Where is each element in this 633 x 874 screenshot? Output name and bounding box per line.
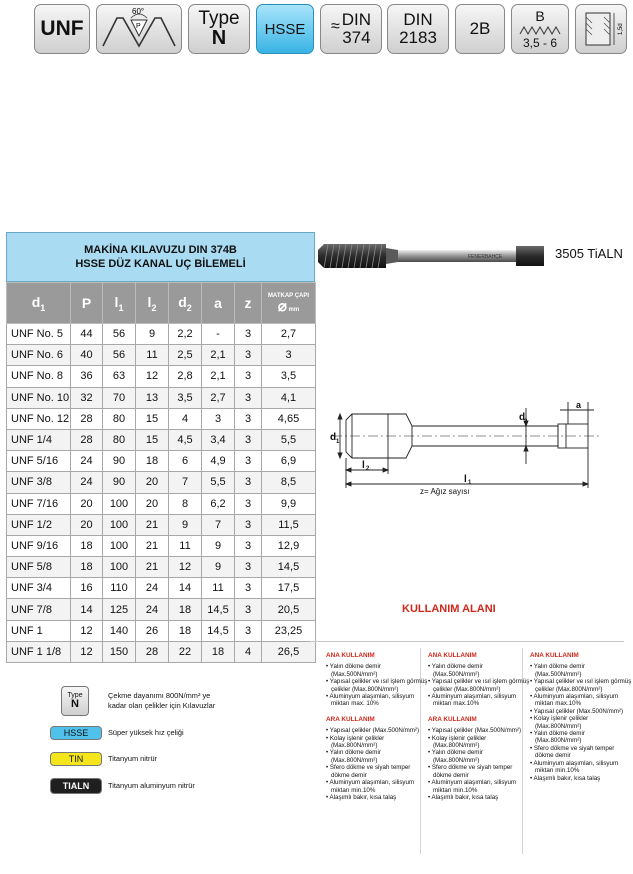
table-cell: 32 — [71, 387, 103, 408]
usage-item: • Yalın dökme demir (Max.800N/mm²) — [428, 749, 483, 764]
table-cell: 18 — [169, 599, 202, 620]
spec-rows — [7, 324, 316, 663]
table-cell: 4 — [169, 408, 202, 429]
table-cell: 90 — [103, 472, 136, 493]
table-cell: 3 — [235, 535, 262, 556]
table-cell: 4,65 — [262, 408, 316, 429]
table-cell: 22 — [169, 641, 202, 662]
usage-title: KULLANIM ALANI — [402, 603, 496, 615]
usage-item: • Sfero dökme ve siyah temper dökme demir — [530, 744, 615, 760]
col-header-l2: $l_2$ — [136, 283, 169, 324]
table-cell: 100 — [103, 557, 136, 578]
chamfer-thread-icon — [518, 24, 562, 36]
table-cell: 20 — [71, 493, 103, 514]
table-cell: 40 — [71, 345, 103, 366]
z-footnote: z= Ağız sayısı — [420, 487, 470, 496]
table-cell: 70 — [103, 387, 136, 408]
usage-item: • Alaşımlı bakır, kısa talaş — [530, 774, 601, 782]
legend-hsse-badge: HSSE — [50, 726, 102, 740]
table-cell: 100 — [103, 493, 136, 514]
table-cell: - — [202, 324, 235, 345]
usage-main-heading: ANA KULLANIM — [428, 652, 477, 659]
table-cell: 17,5 — [262, 578, 316, 599]
table-cell: 14 — [71, 599, 103, 620]
usage-item: • Aluminyum alaşımları, silisyum miktarı min.10% — [530, 759, 619, 775]
table-cell: 14,5 — [202, 599, 235, 620]
table-cell: 11 — [136, 345, 169, 366]
table-cell: 9 — [202, 557, 235, 578]
col-header-d2: $d_2$ — [169, 283, 202, 324]
usage-item: • Kolay işlenir çelikler (Max.800N/mm²) — [530, 715, 589, 730]
usage-item: • Alaşımlı bakır, kısa talaş — [428, 793, 499, 801]
legend-tialn-badge: TIALN — [50, 778, 102, 794]
svg-text:2: 2 — [366, 466, 370, 472]
table-cell: 8,5 — [262, 472, 316, 493]
table-row — [7, 599, 316, 620]
table-cell: 3 — [235, 387, 262, 408]
table-cell: 90 — [103, 451, 136, 472]
table-cell: UNF 1/2 — [7, 514, 71, 535]
table-cell: UNF No. 8 — [7, 366, 71, 387]
table-cell: 3,5 — [169, 387, 202, 408]
usage-column-3 — [530, 648, 632, 782]
table-cell: 21 — [136, 514, 169, 535]
table-cell: UNF No. 12 — [7, 408, 71, 429]
table-cell: 11 — [169, 535, 202, 556]
thread-profile-badge — [96, 4, 182, 54]
table-row — [7, 451, 316, 472]
table-cell: 7 — [202, 514, 235, 535]
table-cell: 150 — [103, 641, 136, 662]
legend-tin-text: Titanyum nitrür — [108, 754, 158, 763]
usage-column-1 — [326, 648, 428, 801]
table-cell: 36 — [71, 366, 103, 387]
hsse-badge: HSSE — [256, 4, 314, 54]
usage-sub-heading: ARA KULLANIM — [428, 715, 477, 723]
usage-item: • Aluminyum alaşımları, silisyum miktarı min.10% — [428, 779, 517, 794]
din2183-badge: DIN 2183 — [387, 4, 449, 54]
table-cell: 3 — [235, 345, 262, 366]
col-header-l1: $l_1$ — [103, 283, 136, 324]
table-row — [7, 345, 316, 366]
shank-marking: FENERBAHÇE — [468, 254, 503, 260]
usage-item: • Alaşımlı bakır, kısa talaş — [326, 793, 397, 801]
table-cell: 18 — [136, 451, 169, 472]
table-cell: 4 — [235, 641, 262, 662]
table-cell: 14,5 — [262, 557, 316, 578]
usage-item: • Yapısal çelikler (Max.500N/mm²) — [326, 727, 420, 735]
usage-item: • Aluminyum alaşımları, silisyum miktarı min.10% — [326, 779, 415, 794]
table-cell: 4,1 — [262, 387, 316, 408]
table-cell: UNF No. 6 — [7, 345, 71, 366]
svg-text:2: 2 — [524, 419, 528, 425]
tolerance-badge: 2B — [455, 4, 505, 54]
table-row — [7, 641, 316, 662]
table-cell: 100 — [103, 535, 136, 556]
thread-profile-icon — [99, 6, 179, 52]
table-cell: 11 — [202, 578, 235, 599]
table-cell: 4,9 — [202, 451, 235, 472]
table-cell: 3 — [235, 578, 262, 599]
table-cell: 28 — [71, 408, 103, 429]
table-cell: UNF 3/8 — [7, 472, 71, 493]
usage-main-heading: ANA KULLANIM — [530, 652, 579, 659]
usage-item: • Yalın dökme demir (Max.800N/mm²) — [326, 749, 381, 764]
table-cell: 3 — [235, 451, 262, 472]
table-row — [7, 324, 316, 345]
col-header-z: z — [235, 283, 262, 324]
legend-hsse-text: Süper yüksek hız çeliği — [108, 728, 184, 737]
table-cell: 56 — [103, 345, 136, 366]
table-cell: 24 — [71, 472, 103, 493]
table-cell: 2,2 — [169, 324, 202, 345]
table-cell: 125 — [103, 599, 136, 620]
table-row — [7, 429, 316, 450]
type-badge: Type N — [188, 4, 250, 54]
table-cell: 12,9 — [262, 535, 316, 556]
dim-l2: l — [362, 460, 365, 471]
table-cell: 20 — [136, 472, 169, 493]
coating-label: 3505 TiALN — [555, 246, 623, 261]
table-cell: 20,5 — [262, 599, 316, 620]
table-cell: 3,4 — [202, 429, 235, 450]
table-cell: 26,5 — [262, 641, 316, 662]
table-row — [7, 493, 316, 514]
table-cell: 14 — [169, 578, 202, 599]
usage-item: • Yapısal çelikler (Max.500N/mm²) — [428, 727, 522, 735]
spec-grid — [6, 282, 316, 663]
table-cell: 5,5 — [202, 472, 235, 493]
table-cell: 63 — [103, 366, 136, 387]
col-header-d1: $d_1$ — [7, 283, 71, 324]
table-cell: UNF 5/8 — [7, 557, 71, 578]
table-cell: UNF 9/16 — [7, 535, 71, 556]
table-cell: UNF 3/4 — [7, 578, 71, 599]
table-cell: 9 — [136, 324, 169, 345]
usage-item: • Kolay işlenir çelikler (Max.800N/mm²) — [428, 734, 487, 750]
table-cell: 80 — [103, 408, 136, 429]
col-header-drill-diameter: MATKAP ÇAPI ⌀ mm — [262, 283, 316, 324]
legend-type-badge: Type N — [61, 686, 89, 716]
usage-item: • Yapısal çelikler (Max.500N/mm²) — [530, 707, 624, 715]
thread-angle-label: 60° — [132, 7, 145, 16]
table-cell: 6,2 — [202, 493, 235, 514]
usage-item: • Yapısal çelikler ve ısıl işlem görmüş çelikler (Max.800N/mm²) — [428, 678, 530, 693]
table-cell: 18 — [169, 620, 202, 641]
table-row — [7, 620, 316, 641]
table-cell: UNF No. 5 — [7, 324, 71, 345]
table-cell: 18 — [71, 557, 103, 578]
table-cell: 3,5 — [262, 366, 316, 387]
table-row — [7, 387, 316, 408]
table-cell: 3 — [235, 620, 262, 641]
table-cell: 20 — [136, 493, 169, 514]
table-cell: UNF No. 10 — [7, 387, 71, 408]
svg-text:1: 1 — [468, 480, 472, 486]
table-cell: 9 — [169, 514, 202, 535]
table-title: MAKİNA KILAVUZU DIN 374B HSSE DÜZ KANAL UÇ BİLEMELİ — [6, 232, 315, 282]
table-cell: 14,5 — [202, 620, 235, 641]
length-label: 1,5d — [618, 23, 624, 35]
table-cell: 21 — [136, 557, 169, 578]
table-cell: 3 — [235, 429, 262, 450]
table-cell: 6,9 — [262, 451, 316, 472]
table-cell: 11,5 — [262, 514, 316, 535]
usage-item: • Yapısal çelikler ve ısıl işlem görmüş çelikler (Max.800N/mm²) — [326, 678, 428, 693]
diameter-icon: ⌀ — [277, 297, 287, 315]
legend-tin-badge: TIN — [50, 752, 102, 766]
table-cell: 7 — [169, 472, 202, 493]
dim-l1: l — [464, 474, 467, 485]
table-cell: 110 — [103, 578, 136, 599]
table-cell: 56 — [103, 324, 136, 345]
table-cell: 3 — [235, 514, 262, 535]
table-cell: 16 — [71, 578, 103, 599]
table-cell: UNF 1 — [7, 620, 71, 641]
table-cell: 2,7 — [262, 324, 316, 345]
svg-text:1: 1 — [336, 439, 340, 445]
table-cell: 3 — [262, 345, 316, 366]
table-cell: 3 — [235, 493, 262, 514]
table-cell: 18 — [202, 641, 235, 662]
table-cell: UNF 7/16 — [7, 493, 71, 514]
legend-type-text: Çekme dayanımı 800N/mm² ye kadar olan çelikler için Kılavuzlar — [108, 691, 216, 710]
col-header-a: a — [202, 283, 235, 324]
table-cell: UNF 1 1/8 — [7, 641, 71, 662]
thread-length-icon — [578, 7, 624, 51]
table-cell: 24 — [136, 578, 169, 599]
table-cell: 9,9 — [262, 493, 316, 514]
table-cell: UNF 7/8 — [7, 599, 71, 620]
table-cell: UNF 1/4 — [7, 429, 71, 450]
usage-item: • Sfero dökme ve siyah temper dökme demir — [428, 764, 513, 779]
dim-a: a — [576, 400, 582, 410]
usage-sub-heading: ARA KULLANIM — [326, 715, 375, 723]
spec-table — [6, 232, 315, 663]
table-row — [7, 578, 316, 599]
table-cell: 12 — [136, 366, 169, 387]
table-cell: 2,1 — [202, 345, 235, 366]
table-cell: 12 — [71, 620, 103, 641]
table-cell: 3 — [202, 408, 235, 429]
table-cell: 3 — [235, 324, 262, 345]
table-cell: 80 — [103, 429, 136, 450]
table-row — [7, 535, 316, 556]
unf-badge: UNF — [34, 4, 90, 54]
thread-pitch-label: P — [136, 23, 141, 30]
table-cell: UNF 5/16 — [7, 451, 71, 472]
header-row — [7, 283, 316, 324]
usage-item: • Yalın dökme demir (Max.800N/mm²) — [530, 730, 585, 745]
table-cell: 26 — [136, 620, 169, 641]
table-cell: 3 — [235, 472, 262, 493]
usage-item: • Aluminyum alaşımları, silisyum miktarı max. 10% — [326, 693, 415, 708]
usage-item: • Aluminyum alaşımları, silisyum miktarı max.10% — [428, 693, 517, 708]
table-cell: 24 — [71, 451, 103, 472]
table-cell: 4,5 — [169, 429, 202, 450]
table-cell: 20 — [71, 514, 103, 535]
table-cell: 2,8 — [169, 366, 202, 387]
table-cell: 2,7 — [202, 387, 235, 408]
din374-badge: ≈ DIN 374 — [320, 4, 382, 54]
dim-d1: d — [330, 432, 337, 443]
table-cell: 21 — [136, 535, 169, 556]
usage-item: • Yapısal çelikler ve ısıl işlem görmüş çelikler (Max.800N/mm²) — [530, 678, 632, 693]
table-cell: 3 — [235, 366, 262, 387]
dim-d2: d — [519, 412, 526, 423]
table-row — [7, 514, 316, 535]
table-cell: 3 — [235, 557, 262, 578]
table-cell: 140 — [103, 620, 136, 641]
thread-length-badge — [575, 4, 627, 54]
col-header-p: P — [71, 283, 103, 324]
usage-column-2 — [428, 648, 530, 801]
usage-item: • Yalın dökme demir (Max.500N/mm²) — [326, 663, 381, 678]
table-cell: 100 — [103, 514, 136, 535]
table-cell: 44 — [71, 324, 103, 345]
table-cell: 5,5 — [262, 429, 316, 450]
table-cell: 3 — [235, 599, 262, 620]
usage-item: • Kolay işlenir çelikler (Max.800N/mm²) — [326, 734, 385, 750]
table-cell: 12 — [169, 557, 202, 578]
usage-item: • Aluminyum alaşımları, silisyum miktarı max.10% — [530, 693, 619, 708]
table-cell: 18 — [71, 535, 103, 556]
table-cell: 8 — [169, 493, 202, 514]
table-cell: 15 — [136, 429, 169, 450]
table-cell: 6 — [169, 451, 202, 472]
table-cell: 24 — [136, 599, 169, 620]
table-cell: 2,1 — [202, 366, 235, 387]
table-cell: 23,25 — [262, 620, 316, 641]
table-cell: 2,5 — [169, 345, 202, 366]
table-cell: 12 — [71, 641, 103, 662]
usage-main-heading: ANA KULLANIM — [326, 652, 375, 659]
table-row — [7, 366, 316, 387]
approx-icon: ≈ — [330, 18, 340, 35]
table-cell: 13 — [136, 387, 169, 408]
table-cell: 28 — [136, 641, 169, 662]
usage-item: • Sfero dökme ve siyah temper dökme demir — [326, 764, 411, 779]
table-row — [7, 557, 316, 578]
table-row — [7, 408, 316, 429]
table-cell: 28 — [71, 429, 103, 450]
usage-item: • Yalın dökme demir (Max.500N/mm²) — [428, 663, 483, 678]
chamfer-badge: B 3,5 - 6 — [511, 4, 569, 54]
table-cell: 9 — [202, 535, 235, 556]
tap-product-image — [316, 238, 548, 274]
legend-tialn-text: Titanyum aluminyum nitrür — [108, 781, 195, 790]
usage-item: • Yalın dökme demir (Max.500N/mm²) — [530, 663, 585, 678]
usage-panel — [310, 641, 632, 860]
table-cell: 3 — [235, 408, 262, 429]
table-cell: 15 — [136, 408, 169, 429]
table-row — [7, 472, 316, 493]
